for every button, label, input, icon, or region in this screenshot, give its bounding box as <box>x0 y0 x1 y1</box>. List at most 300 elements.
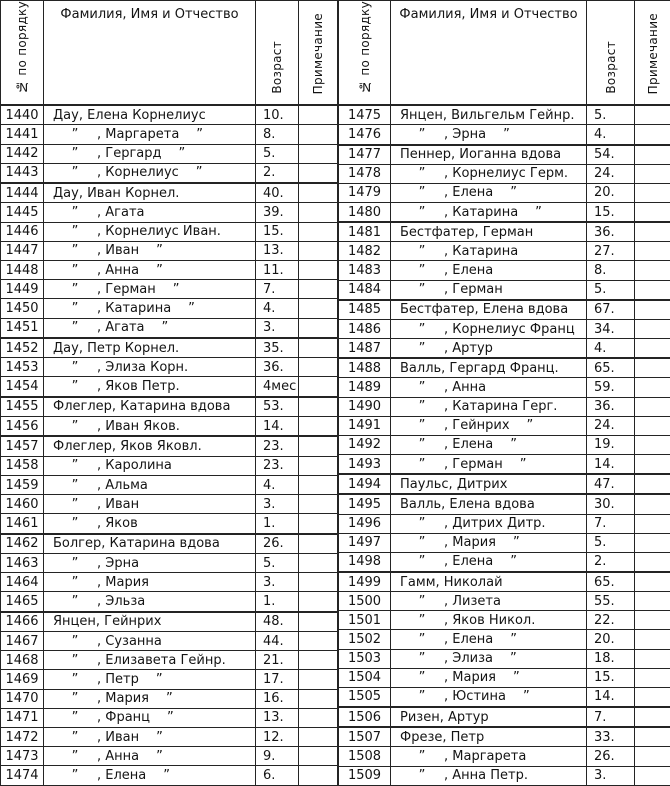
column-header-number <box>1 1 44 106</box>
row-number-cell: 1442 <box>1 144 44 163</box>
table-row <box>339 572 670 592</box>
table-row <box>339 164 670 183</box>
name-cell: Янцен, Вильгельм Гейнр. <box>391 105 587 125</box>
row-number-cell: 1481 <box>339 222 391 242</box>
note-cell <box>299 612 338 632</box>
name-cell <box>391 592 587 611</box>
age-cell: 65. <box>587 358 635 378</box>
note-cell <box>635 339 670 359</box>
table-row <box>339 378 670 397</box>
column-header-name-label: Фамилия, Имя и Отчество <box>399 7 578 22</box>
ditto-mark: ” <box>418 262 426 278</box>
ditto-mark: ” <box>418 612 426 628</box>
note-cell <box>635 592 670 611</box>
ditto-mark: ” <box>418 380 426 396</box>
age-cell: 17. <box>256 670 299 689</box>
name-text: , Анна <box>97 748 140 764</box>
table-row <box>1 553 338 572</box>
table-row <box>339 766 670 785</box>
table-row <box>1 612 338 632</box>
row-number-cell: 1489 <box>339 378 391 397</box>
row-number-cell: 1461 <box>1 514 44 534</box>
name-cell <box>391 397 587 416</box>
name-cell <box>391 514 587 533</box>
ditto-mark: ” <box>418 243 426 259</box>
note-cell <box>299 708 338 727</box>
name-cell: Флеглер, Катарина вдова <box>44 397 256 417</box>
note-cell <box>299 436 338 456</box>
age-cell: 21. <box>256 651 299 670</box>
column-header-name <box>44 1 256 106</box>
table-row <box>1 261 338 280</box>
table-row <box>1 514 338 534</box>
row-number-cell: 1506 <box>339 707 391 727</box>
ditto-mark: ” <box>418 399 426 415</box>
ditto-mark: ” <box>71 748 79 764</box>
note-cell <box>299 105 338 125</box>
name-cell: Ризен, Артур <box>391 707 587 727</box>
name-cell: Пеннер, Иоганна вдова <box>391 145 587 165</box>
column-header-note <box>299 1 338 106</box>
ditto-mark: ” <box>196 127 204 142</box>
table-row <box>1 436 338 456</box>
table-row <box>339 416 670 435</box>
age-cell: 18. <box>587 649 635 668</box>
age-cell: 30. <box>587 494 635 514</box>
table-row <box>1 358 338 377</box>
table-row <box>339 727 670 747</box>
header-row <box>339 1 670 106</box>
name-cell: Дау, Иван Корнел. <box>44 183 256 203</box>
row-number-cell: 1464 <box>1 573 44 592</box>
name-cell <box>391 687 587 707</box>
table-row <box>339 592 670 611</box>
row-number-cell: 1484 <box>339 280 391 300</box>
name-cell <box>391 125 587 145</box>
note-cell <box>299 203 338 222</box>
ditto-mark: ” <box>510 554 518 570</box>
name-text: , Агата <box>97 205 145 221</box>
name-text: , Иван <box>97 729 140 745</box>
name-cell <box>44 475 256 494</box>
note-cell <box>635 747 670 766</box>
age-cell: 19. <box>587 435 635 454</box>
age-cell: 15. <box>587 668 635 687</box>
ditto-mark: ” <box>71 768 79 784</box>
row-number-cell: 1443 <box>1 163 44 183</box>
age-cell: 59. <box>587 378 635 397</box>
note-cell <box>299 280 338 299</box>
name-text: , Иван <box>97 243 140 259</box>
ditto-mark: ” <box>418 185 426 201</box>
name-text: , Иван <box>97 496 140 512</box>
name-text: , Елена <box>444 437 494 453</box>
row-number-cell: 1447 <box>1 241 44 260</box>
row-number-cell: 1500 <box>339 592 391 611</box>
age-cell: 23. <box>256 456 299 475</box>
note-cell <box>635 668 670 687</box>
age-cell: 10. <box>256 105 299 125</box>
note-cell <box>299 241 338 260</box>
table-row <box>1 222 338 241</box>
row-number-cell: 1508 <box>339 747 391 766</box>
row-number-cell: 1502 <box>339 630 391 649</box>
name-cell <box>44 708 256 727</box>
row-number-cell: 1505 <box>339 687 391 707</box>
ditto-mark: ” <box>71 262 79 278</box>
age-cell: 5. <box>256 553 299 572</box>
note-cell <box>635 727 670 747</box>
name-text: , Анна <box>444 380 487 396</box>
ditto-mark: ” <box>418 535 426 551</box>
table-row <box>1 632 338 651</box>
note-cell <box>635 202 670 222</box>
name-text: , Артур <box>444 340 493 356</box>
row-number-cell: 1476 <box>339 125 391 145</box>
name-text: , Катарина <box>444 243 519 259</box>
name-text: , Юстина <box>444 689 506 705</box>
age-cell: 35. <box>256 338 299 358</box>
name-text: , Катарина Герг. <box>444 399 558 415</box>
table-row <box>1 105 338 125</box>
name-text: , Яков <box>97 516 138 531</box>
ditto-mark: ” <box>418 632 426 647</box>
name-text: , Сузанна <box>97 633 162 649</box>
name-cell <box>44 144 256 163</box>
note-cell <box>635 687 670 707</box>
row-number-cell: 1480 <box>339 202 391 222</box>
note-cell <box>299 475 338 494</box>
row-number-cell: 1486 <box>339 319 391 338</box>
note-cell <box>635 572 670 592</box>
ditto-mark: ” <box>510 185 518 201</box>
note-cell <box>299 183 338 203</box>
table-row <box>1 280 338 299</box>
name-text: , Альма <box>97 477 148 493</box>
table-row <box>1 651 338 670</box>
row-number-cell: 1507 <box>339 727 391 747</box>
age-cell: 47. <box>587 474 635 494</box>
name-cell <box>44 318 256 338</box>
ditto-mark: ” <box>163 768 171 784</box>
name-cell <box>44 280 256 299</box>
name-text: , Елена <box>444 554 494 570</box>
name-cell <box>44 651 256 670</box>
note-cell <box>635 397 670 416</box>
name-cell: Валль, Елена вдова <box>391 494 587 514</box>
ditto-mark: ” <box>509 651 517 667</box>
age-cell: 13. <box>256 708 299 727</box>
name-cell: Дау, Петр Корнел. <box>44 338 256 358</box>
row-number-cell: 1472 <box>1 728 44 747</box>
ditto-mark: ” <box>71 127 79 142</box>
row-number-cell: 1492 <box>339 435 391 454</box>
note-cell <box>635 378 670 397</box>
name-cell <box>44 417 256 437</box>
note-cell <box>299 766 338 786</box>
age-cell: 24. <box>587 164 635 183</box>
table-row <box>339 687 670 707</box>
name-cell <box>391 533 587 552</box>
table-row <box>1 592 338 612</box>
row-number-cell: 1499 <box>339 572 391 592</box>
name-text: , Елена <box>444 632 494 647</box>
note-cell <box>299 747 338 766</box>
ditto-mark: ” <box>71 224 79 240</box>
ditto-mark: ” <box>418 670 426 686</box>
name-cell: Бестфатер, Герман <box>391 222 587 242</box>
note-cell <box>299 417 338 437</box>
ditto-mark: ” <box>418 166 426 182</box>
age-cell: 6. <box>256 766 299 786</box>
row-number-cell: 1501 <box>339 611 391 630</box>
table-row <box>1 397 338 417</box>
name-text: , Гейнрих <box>444 418 510 434</box>
ditto-mark: ” <box>418 126 426 142</box>
table-row <box>339 183 670 202</box>
name-cell <box>44 125 256 144</box>
name-text: , Анна <box>97 262 140 278</box>
age-cell: 27. <box>587 242 635 261</box>
name-text: , Катарина <box>97 301 172 317</box>
name-text: , Дитрих Дитр. <box>444 516 546 532</box>
note-cell <box>299 632 338 651</box>
ditto-mark: ” <box>418 768 426 784</box>
table-row <box>1 728 338 747</box>
name-cell <box>391 416 587 435</box>
table-row <box>1 689 338 708</box>
age-cell: 5. <box>587 280 635 300</box>
row-number-cell: 1454 <box>1 377 44 397</box>
name-text: , Мария <box>444 670 496 686</box>
ditto-mark: ” <box>418 456 426 472</box>
note-cell <box>299 573 338 592</box>
ditto-mark: ” <box>156 243 163 259</box>
age-cell: 54. <box>587 145 635 165</box>
name-text: , Корнелиус Герм. <box>444 166 569 182</box>
age-cell: 24. <box>587 416 635 435</box>
column-header-note-label: Примечание <box>646 12 660 95</box>
row-number-cell: 1482 <box>339 242 391 261</box>
note-cell <box>635 358 670 378</box>
row-number-cell: 1487 <box>339 339 391 359</box>
ditto-mark: ” <box>71 496 79 512</box>
table-row <box>1 670 338 689</box>
note-cell <box>299 377 338 397</box>
row-number-cell: 1445 <box>1 203 44 222</box>
row-number-cell: 1493 <box>339 454 391 474</box>
note-cell <box>635 630 670 649</box>
name-cell <box>44 573 256 592</box>
name-cell <box>44 377 256 397</box>
age-cell: 7. <box>587 514 635 533</box>
name-text: , Маргарета <box>444 749 527 765</box>
age-cell: 22. <box>587 611 635 630</box>
name-cell <box>44 632 256 651</box>
note-cell <box>299 261 338 280</box>
ditto-mark: ” <box>71 633 79 649</box>
name-cell <box>44 689 256 708</box>
note-cell <box>635 514 670 533</box>
name-cell <box>44 203 256 222</box>
age-cell: 36. <box>587 222 635 242</box>
age-cell: 2. <box>587 552 635 572</box>
ditto-mark: ” <box>418 204 426 220</box>
age-cell: 26. <box>256 534 299 554</box>
name-cell <box>391 552 587 572</box>
column-header-age-label: Возраст <box>603 41 618 95</box>
name-text: , Корнелиус Иван. <box>97 224 221 240</box>
table-row <box>339 552 670 572</box>
age-cell: 14. <box>256 417 299 437</box>
row-number-cell: 1479 <box>339 183 391 202</box>
name-text: , Лизета <box>444 593 501 609</box>
name-cell <box>44 299 256 318</box>
age-cell: 14. <box>587 454 635 474</box>
table-row <box>339 611 670 630</box>
age-cell: 1. <box>256 592 299 612</box>
name-cell <box>44 670 256 689</box>
name-cell <box>391 261 587 280</box>
table-row <box>339 397 670 416</box>
name-cell <box>391 668 587 687</box>
ditto-mark: ” <box>418 516 426 532</box>
row-number-cell: 1483 <box>339 261 391 280</box>
ditto-mark: ” <box>71 729 79 745</box>
note-cell <box>635 222 670 242</box>
table-row <box>339 145 670 165</box>
row-number-cell: 1475 <box>339 105 391 125</box>
name-text: , Яков Никол. <box>444 612 536 628</box>
name-cell: Флеглер, Яков Яковл. <box>44 436 256 456</box>
note-cell <box>635 533 670 552</box>
table-row <box>1 747 338 766</box>
table-row <box>1 708 338 727</box>
column-header-note <box>635 1 670 106</box>
note-cell <box>299 534 338 554</box>
ditto-mark: ” <box>71 672 79 687</box>
ditto-mark: ” <box>71 477 79 493</box>
name-cell: Фрезе, Петр <box>391 727 587 747</box>
name-cell <box>44 222 256 241</box>
name-cell <box>391 630 587 649</box>
name-cell <box>44 456 256 475</box>
age-cell: 4. <box>256 299 299 318</box>
ditto-mark: ” <box>161 320 169 336</box>
table-row <box>1 495 338 514</box>
ditto-mark: ” <box>71 418 79 434</box>
table-row <box>339 707 670 727</box>
note-cell <box>299 125 338 144</box>
note-cell <box>635 125 670 145</box>
table-row <box>1 183 338 203</box>
note-cell <box>299 728 338 747</box>
ditto-mark: ” <box>71 379 79 395</box>
row-number-cell: 1470 <box>1 689 44 708</box>
age-cell: 8. <box>256 125 299 144</box>
name-cell <box>391 747 587 766</box>
table-row <box>1 417 338 437</box>
table-row <box>1 456 338 475</box>
note-cell <box>635 183 670 202</box>
age-cell: 15. <box>256 222 299 241</box>
name-cell <box>44 358 256 377</box>
age-cell: 8. <box>587 261 635 280</box>
note-cell <box>635 494 670 514</box>
row-number-cell: 1491 <box>339 416 391 435</box>
name-text: , Елена <box>444 262 494 278</box>
table-row <box>339 358 670 378</box>
ditto-mark: ” <box>418 437 426 453</box>
name-cell <box>44 495 256 514</box>
row-number-cell: 1455 <box>1 397 44 417</box>
ditto-mark: ” <box>195 165 203 181</box>
table-row <box>339 747 670 766</box>
ditto-mark: ” <box>165 691 173 707</box>
row-number-cell: 1466 <box>1 612 44 632</box>
name-cell <box>44 514 256 534</box>
note-cell <box>299 456 338 475</box>
table-row <box>339 494 670 514</box>
table-row <box>339 300 670 320</box>
table-body-left <box>1 105 338 785</box>
name-cell: Янцен, Гейнрих <box>44 612 256 632</box>
age-cell: 4. <box>587 339 635 359</box>
ditto-mark: ” <box>71 301 79 317</box>
name-cell <box>391 435 587 454</box>
name-cell <box>391 454 587 474</box>
name-text: , Петр <box>97 672 139 687</box>
ditto-mark: ” <box>418 554 426 570</box>
table-row <box>339 261 670 280</box>
table-row <box>1 338 338 358</box>
name-text: , Герман <box>97 281 156 297</box>
age-cell: 36. <box>256 358 299 377</box>
note-cell <box>635 474 670 494</box>
name-text: , Франц <box>97 710 151 726</box>
note-cell <box>299 397 338 417</box>
table-row <box>1 203 338 222</box>
name-text: , Элиза Корн. <box>97 359 189 375</box>
age-cell: 7. <box>256 280 299 299</box>
age-cell: 5. <box>587 533 635 552</box>
row-number-cell: 1488 <box>339 358 391 378</box>
note-cell <box>299 689 338 708</box>
ditto-mark: ” <box>71 320 79 336</box>
row-number-cell: 1471 <box>1 708 44 727</box>
note-cell <box>299 495 338 514</box>
ditto-mark: ” <box>418 418 426 434</box>
ditto-mark: ” <box>71 281 79 297</box>
age-cell: 16. <box>256 689 299 708</box>
name-text: , Герман <box>444 456 503 472</box>
ditto-mark: ” <box>172 281 180 297</box>
table-row <box>1 144 338 163</box>
table-row <box>339 533 670 552</box>
ditto-mark: ” <box>71 574 79 590</box>
note-cell <box>299 318 338 338</box>
row-number-cell: 1450 <box>1 299 44 318</box>
ditto-mark: ” <box>71 594 79 610</box>
column-header-name <box>391 1 587 106</box>
ditto-mark: ” <box>156 262 163 278</box>
row-number-cell: 1473 <box>1 747 44 766</box>
age-cell: 5. <box>587 105 635 125</box>
ditto-mark: ” <box>71 359 79 375</box>
note-cell <box>299 338 338 358</box>
row-number-cell: 1453 <box>1 358 44 377</box>
ditto-mark: ” <box>178 146 186 162</box>
